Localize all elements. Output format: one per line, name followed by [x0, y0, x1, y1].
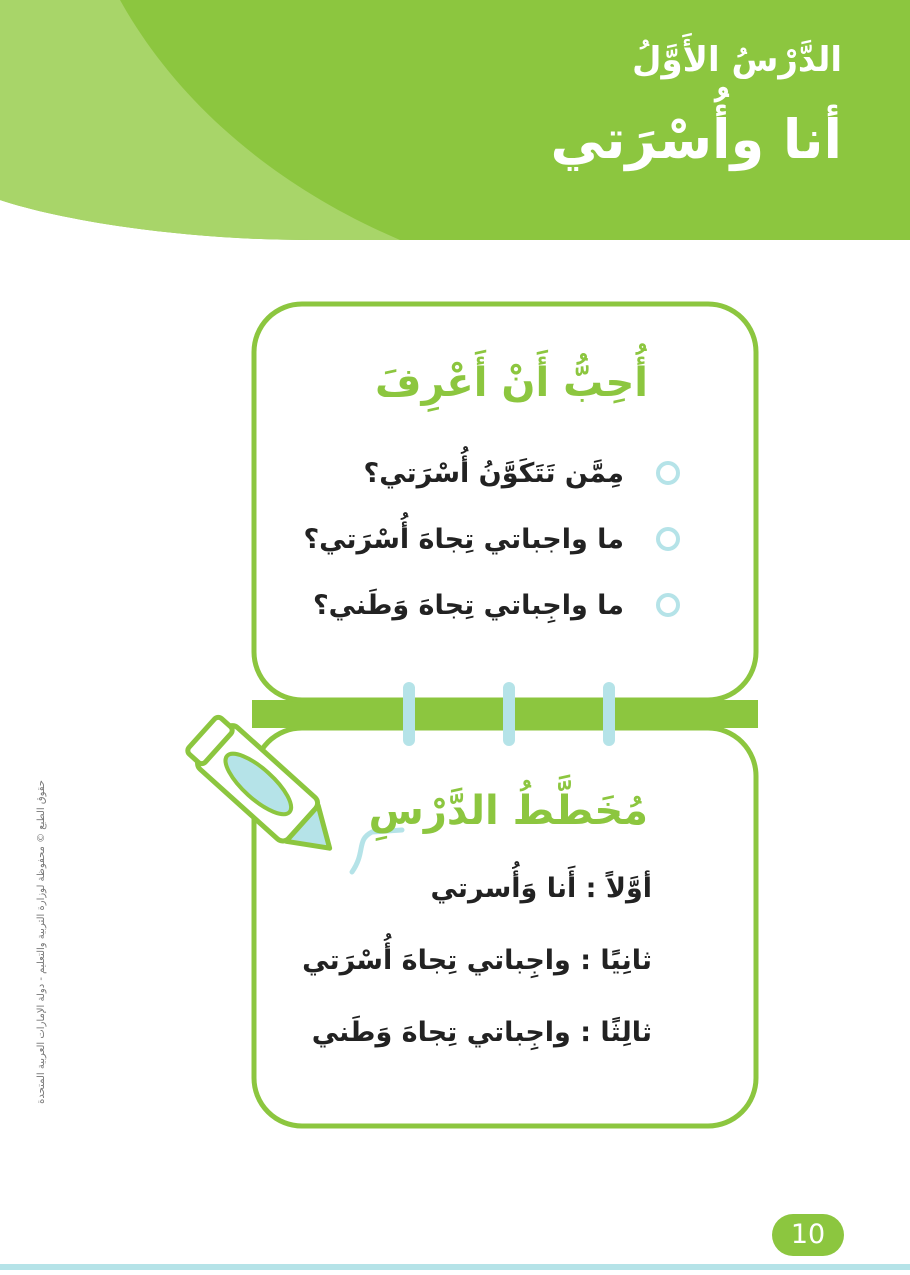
card-heading-know: أُحِبُّ أَنْ أَعْرِفَ — [375, 360, 648, 406]
binder-ring-icon — [603, 682, 615, 746]
circle-bullet-icon — [656, 593, 680, 617]
bottom-divider — [0, 1264, 910, 1270]
binder-ring-icon — [503, 682, 515, 746]
lesson-label: الدَّرْسُ الأَوَّلُ — [632, 40, 842, 80]
page-number: 10 — [772, 1214, 844, 1256]
question-text: ما واجباتي تِجاهَ أُسْرَتي؟ — [303, 523, 624, 555]
card-heading-plan: مُخَطَّطُ الدَّرْسِ — [368, 788, 648, 834]
copyright-note: حقوق الطبع © محفوظة لوزارة التربية والتعليم - دولة الإمارات العربية المتحدة — [36, 780, 47, 1104]
circle-bullet-icon — [656, 461, 680, 485]
circle-bullet-icon — [656, 527, 680, 551]
question-list — [303, 440, 680, 638]
lesson-title: أنا وأُسْرَتي — [550, 108, 842, 171]
question-text: مِمَّن تَتَكَوَّنُ أُسْرَتي؟ — [363, 457, 624, 489]
binder-ring-icon — [403, 682, 415, 746]
list-item — [303, 572, 680, 638]
list-item — [303, 506, 680, 572]
list-item: أوَّلاً : أَنا وَأُسرتي — [430, 873, 652, 904]
list-item — [303, 440, 680, 506]
list-item: ثانِيًا : واجِباتي تِجاهَ أُسْرَتي — [302, 945, 652, 976]
list-item: ثالِثًا : واجِباتي تِجاهَ وَطَني — [311, 1017, 652, 1048]
lesson-plan-list — [302, 862, 652, 1078]
question-text: ما واجِباتي تِجاهَ وَطَني؟ — [312, 589, 624, 621]
